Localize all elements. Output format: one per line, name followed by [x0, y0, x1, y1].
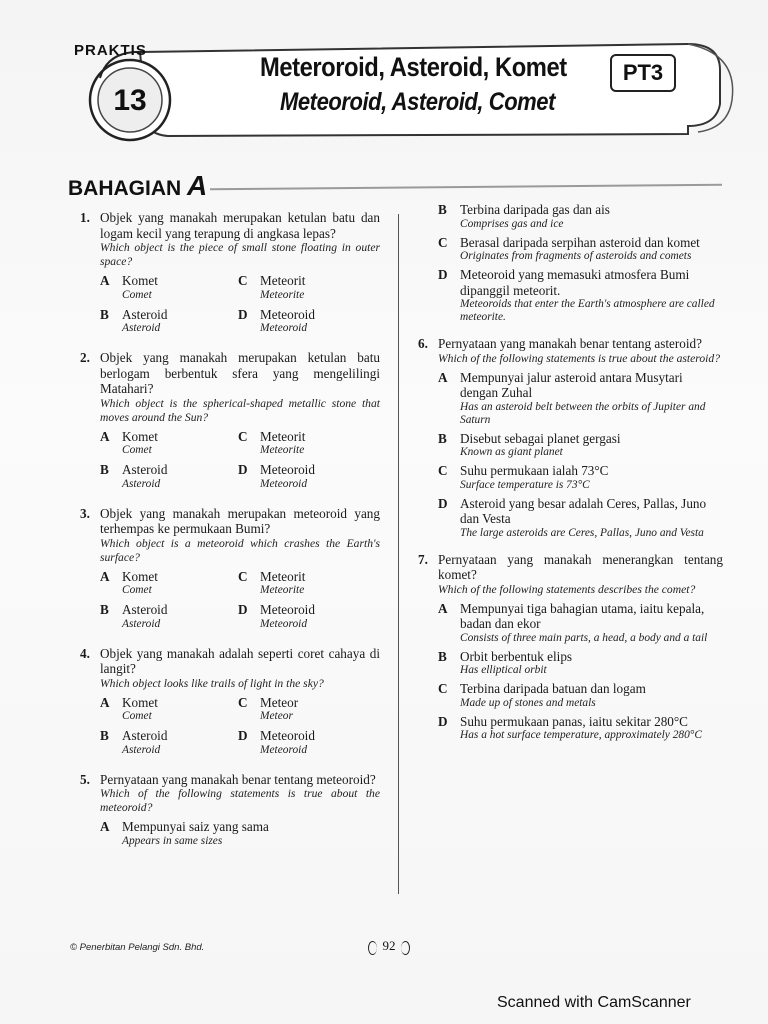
- option-c[interactable]: C Meteorit Meteorite: [238, 428, 306, 456]
- page-title-en: Meteoroid, Asteroid, Comet: [280, 88, 555, 116]
- question-number: 7.: [418, 551, 428, 567]
- section-label: BAHAGIAN: [68, 177, 182, 200]
- option-b[interactable]: B Orbit berbentuk elips Has elliptical orbit: [438, 648, 573, 676]
- question-text: Pernyataan yang manakah benar tentang asteroid?: [438, 336, 703, 351]
- question-translation: Which of the following statements is true about the meteoroid?: [100, 787, 380, 814]
- question-translation: Which of the following statements describes the comet?: [438, 582, 696, 596]
- question-translation: Which object is the spherical-shaped metallic stone that moves around the Sun?: [100, 396, 380, 424]
- option-d[interactable]: D Meteoroid yang memasuki atmosfera Bumi dipanggil meteorit. Meteoroids that enter the Earth's atmosphere are called meteorite.: [438, 267, 715, 323]
- section-heading: [68, 170, 207, 202]
- question-number: 5.: [80, 771, 90, 787]
- option-d[interactable]: D Suhu permukaan panas, iaitu sekitar 280°C Has a hot surface temperature, approximately 280°C: [438, 713, 702, 741]
- option-d[interactable]: D Meteoroid Meteoroid: [238, 602, 315, 630]
- option-d[interactable]: D Asteroid yang besar adalah Ceres, Pallas, Juno dan Vesta The large asteroids are Ceres, Pallas, Juno and Vesta: [438, 495, 707, 539]
- option-a[interactable]: A Mempunyai saiz yang sama Appears in same sizes: [100, 819, 269, 847]
- page-number: 92: [368, 938, 410, 954]
- badge-number: 13: [113, 84, 147, 117]
- question-text: Objek yang manakah adalah seperti coret cahaya di langit?: [100, 645, 380, 676]
- option-b[interactable]: B Asteroid Asteroid: [100, 602, 168, 630]
- left-column: [80, 210, 380, 860]
- question-4: [80, 646, 380, 760]
- header-banner: [48, 30, 738, 148]
- option-c[interactable]: C Berasal daripada serpihan asteroid dan komet Originates from fragments of asteroids and comets: [438, 234, 700, 262]
- question-translation: Which object looks like trails of light in the sky?: [100, 676, 324, 690]
- option-d[interactable]: D Meteoroid Meteoroid: [238, 462, 315, 490]
- option-b[interactable]: B Asteroid Asteroid: [100, 462, 168, 490]
- option-c[interactable]: C Suhu permukaan ialah 73°C Surface temperature is 73°C: [438, 463, 609, 491]
- question-5-continued: [418, 202, 723, 324]
- option-d[interactable]: D Meteoroid Meteoroid: [238, 728, 315, 756]
- option-a[interactable]: A Komet Comet: [100, 428, 158, 456]
- scanner-watermark: Scanned with CamScanner: [497, 994, 691, 1011]
- question-number: 6.: [418, 336, 428, 351]
- question-number: 4.: [80, 645, 90, 661]
- question-translation: Which of the following statements is true about the asteroid?: [438, 351, 720, 365]
- option-c[interactable]: C Meteorit Meteorite: [238, 273, 306, 301]
- publisher-credit: © Penerbitan Pelangi Sdn. Bhd.: [70, 942, 205, 953]
- question-number: 2.: [80, 350, 90, 365]
- option-b[interactable]: B Asteroid Asteroid: [100, 306, 168, 334]
- option-a[interactable]: A Mempunyai jalur asteroid antara Musytari dengan Zuhal Has an asteroid belt between the orbits of Jupiter and Saturn: [438, 369, 706, 426]
- option-a[interactable]: A Komet Comet: [100, 694, 158, 722]
- option-a[interactable]: A Mempunyai tiga bahagian utama, iaitu kepala, badan dan ekor Consists of three main parts, a head, a body and a tail: [438, 600, 708, 644]
- question-text: Objek yang manakah merupakan ketulan batu berlogam berbentuk sfera yang mengelilingi Matahari?: [100, 350, 380, 396]
- badge-word: PRAKTIS: [74, 42, 147, 59]
- page-title-ms: Meteroroid, Asteroid, Komet: [260, 52, 567, 82]
- question-7: [418, 552, 723, 743]
- option-b[interactable]: B Disebut sebagai planet gergasi Known as giant planet: [438, 430, 621, 458]
- question-3: [80, 506, 380, 634]
- question-number: 1.: [80, 210, 90, 225]
- option-b[interactable]: B Asteroid Asteroid: [100, 728, 168, 756]
- question-number: 3.: [80, 505, 90, 521]
- option-c[interactable]: C Meteor Meteor: [238, 694, 299, 722]
- question-translation: Which object is the piece of small stone floating in outer space?: [100, 241, 380, 268]
- option-c[interactable]: C Terbina daripada batuan dan logam Made up of stones and metals: [438, 681, 646, 709]
- section-rule: [210, 184, 722, 190]
- question-text: Pernyataan yang manakah benar tentang meteoroid?: [100, 771, 376, 787]
- question-text: Objek yang manakah merupakan meteoroid yang terhempas ke permukaan Bumi?: [100, 505, 380, 536]
- option-a[interactable]: A Komet Comet: [100, 273, 158, 301]
- right-column: [418, 202, 723, 754]
- option-b[interactable]: B Terbina daripada gas dan ais Comprises gas and ice: [438, 202, 610, 230]
- section-letter: A: [187, 170, 208, 201]
- option-a[interactable]: A Komet Comet: [100, 568, 158, 596]
- question-text: Pernyataan yang manakah menerangkan tentang komet?: [438, 551, 723, 582]
- question-2: [80, 350, 380, 494]
- question-6: [418, 336, 723, 540]
- level-badge: PT3: [610, 54, 676, 92]
- question-1: [80, 210, 380, 338]
- column-divider: [398, 214, 399, 894]
- question-translation: Which object is a meteoroid which crashes the Earth's surface?: [100, 536, 380, 564]
- question-text: Objek yang manakah merupakan ketulan batu dan logam kecil yang terapung di angkasa lepas?: [100, 210, 380, 241]
- option-c[interactable]: C Meteorit Meteorite: [238, 568, 306, 596]
- question-5: [80, 772, 380, 848]
- option-d[interactable]: D Meteoroid Meteoroid: [238, 306, 315, 334]
